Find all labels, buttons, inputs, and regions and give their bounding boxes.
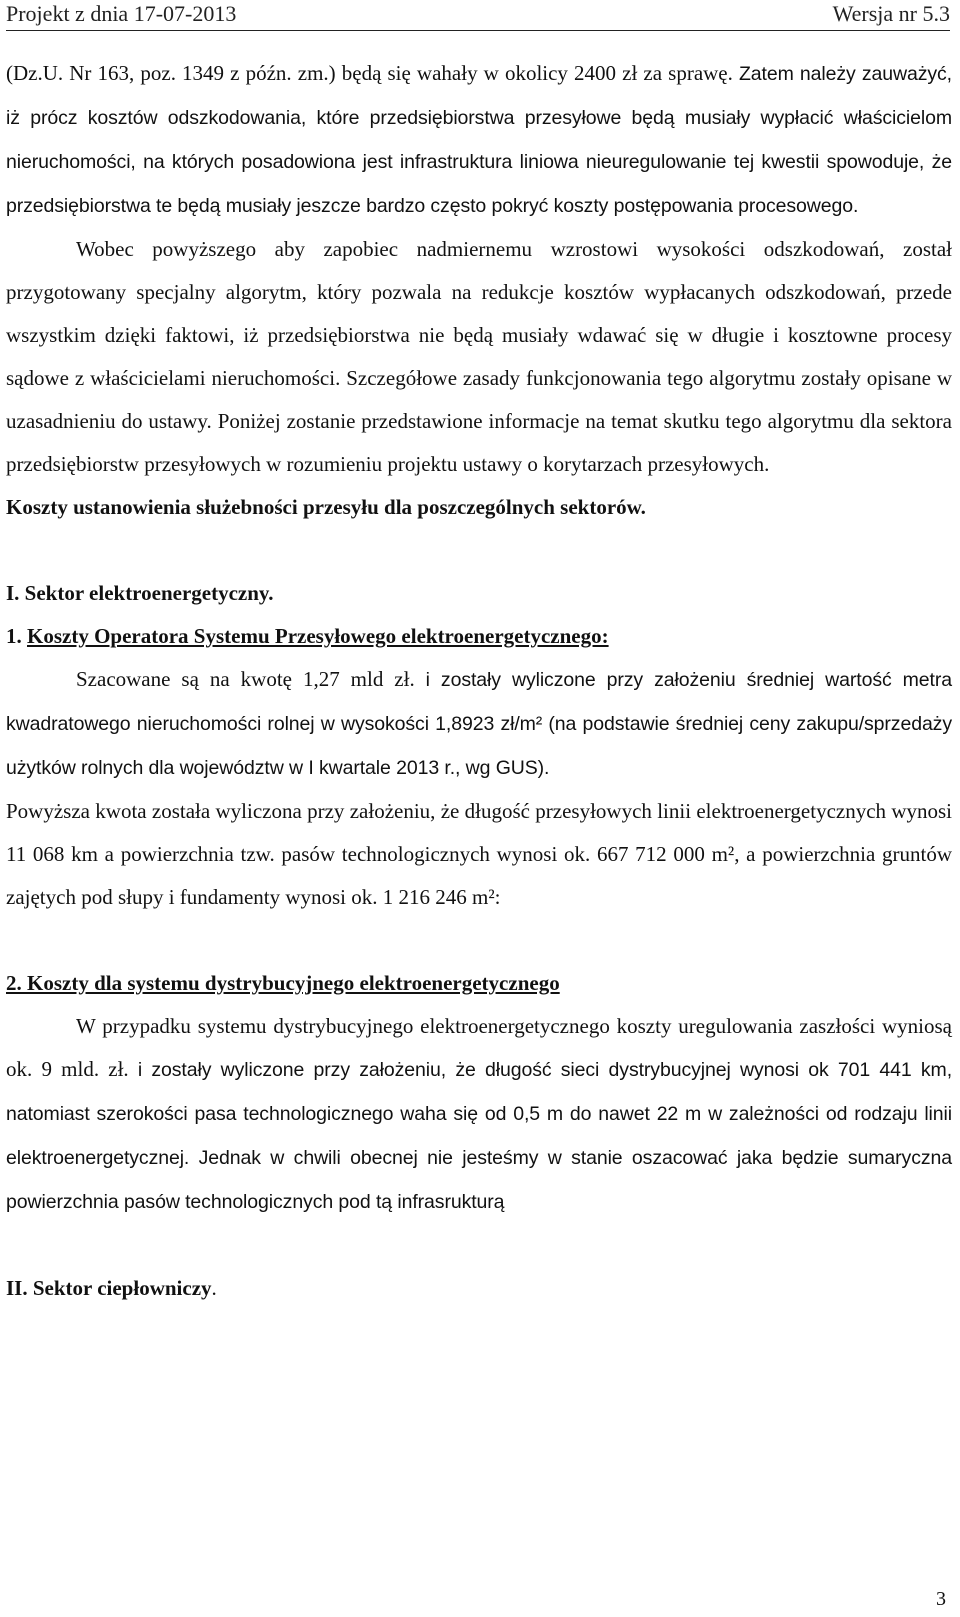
- subsection-2-title: [6, 962, 952, 1005]
- spacer: [6, 529, 952, 572]
- paragraph-1-sans: Zatem należy zauważyć, iż prócz kosztów odszkodowania, które przedsiębiorstwa przesyłowe będą musiały wypłacić właścicielom nieruchomości, na których posadowiona jest infrastruktura liniowa nieuregulowanie tej kwestii spowoduje, że przedsiębiorstwa te będą musiały jeszcze bardzo często pokryć koszty postępowania procesowego.: [6, 63, 952, 217]
- subsection-2-heading: 2. Koszty dla systemu dystrybucyjnego elektroenergetycznego: [6, 971, 560, 995]
- section-1-title: I. Sektor elektroenergetyczny.: [6, 581, 274, 605]
- spacer: [6, 1224, 952, 1267]
- paragraph-2: Wobec powyższego aby zapobiec nadmiernemu wzrostowi wysokości odszkodowań, został przygotowany specjalny algorytm, który pozwala na redukcje kosztów wypłacanych odszkodowań, przede wszystkim dzięki faktowi, iż przedsiębiorstwa nie będą musiały wdawać się w długie i kosztowne procesy sądowe z właścicielami nieruchomości. Szczegółowe zasady funkcjonowania tego algorytmu zostały opisane w uzasadnieniu do ustawy. Poniżej zostanie przedstawione informacje na temat skutku tego algorytmu dla sektora przedsiębiorstw przesyłowych w rozumieniu projektu ustawy o korytarzach przesyłowych.: [6, 237, 952, 476]
- page-header: [6, 0, 950, 31]
- subsection-1-paragraph-1-serif: Szacowane są na kwotę 1,27 mld zł.: [76, 667, 415, 691]
- section-2-title-line: [6, 1267, 952, 1310]
- header-version: Wersja nr 5.3: [832, 1, 950, 26]
- paragraph-1-serif: (Dz.U. Nr 163, poz. 1349 z późn. zm.) będą się wahały w okolicy 2400 zł za sprawę.: [6, 61, 733, 85]
- spacer: [6, 919, 952, 962]
- section-2-title-suffix: .: [211, 1276, 217, 1300]
- subsection-2-paragraph: [6, 1005, 952, 1224]
- subsection-2-paragraph-serif: W przypadku systemu dystrybucyjnego elektroenergetycznego koszty uregulowania zaszłości wyniosą ok. 9 mld. zł.: [6, 1014, 952, 1081]
- paragraph-1: [6, 52, 952, 228]
- section-2-title: II. Sektor ciepłowniczy: [6, 1276, 212, 1300]
- subsection-1-paragraph-1: [6, 658, 952, 790]
- page-number: 3: [936, 1588, 946, 1610]
- subsection-1-number: 1.: [6, 624, 22, 648]
- subsection-1-title: [6, 615, 952, 658]
- header-project-date: Projekt z dnia 17-07-2013: [6, 1, 237, 26]
- document-body: [6, 52, 952, 1310]
- subsection-2-paragraph-sans: i zostały wyliczone przy założeniu, że długość sieci dystrybucyjnej wynosi ok 701 441 km, natomiast szerokości pasa technologicznego waha się od 0,5 m do nawet 22 m w zależności od rodzaju linii elektroenergetycznej. Jednak w chwili obecnej nie jesteśmy w stanie oszacować jaka będzie sumaryczna powierzchnia pasów technologicznych pod tą infrasrukturą: [6, 1059, 953, 1213]
- subsection-1-heading: Koszty Operatora Systemu Przesyłowego elektroenergetycznego:: [27, 624, 609, 648]
- subsection-1-paragraph-1-sans: i zostały wyliczone przy założeniu średniej wartość metra kwadratowego nieruchomości rolnej w wysokości 1,8923 zł/m² (na podstawie średniej ceny zakupu/sprzedaży użytków rolnych dla województw w I kwartale 2013 r., wg GUS).: [6, 669, 952, 779]
- subsection-1-paragraph-2: Powyższa kwota została wyliczona przy założeniu, że długość przesyłowych linii elektroenergetycznych wynosi 11 068 km a powierzchnia tzw. pasów technologicznych wynosi ok. 667 712 000 m², a powierzchnia gruntów zajętych pod słupy i fundamenty wynosi ok. 1 216 246 m²:: [6, 799, 952, 909]
- main-heading: Koszty ustanowienia służebności przesyłu dla poszczególnych sektorów.: [6, 495, 646, 519]
